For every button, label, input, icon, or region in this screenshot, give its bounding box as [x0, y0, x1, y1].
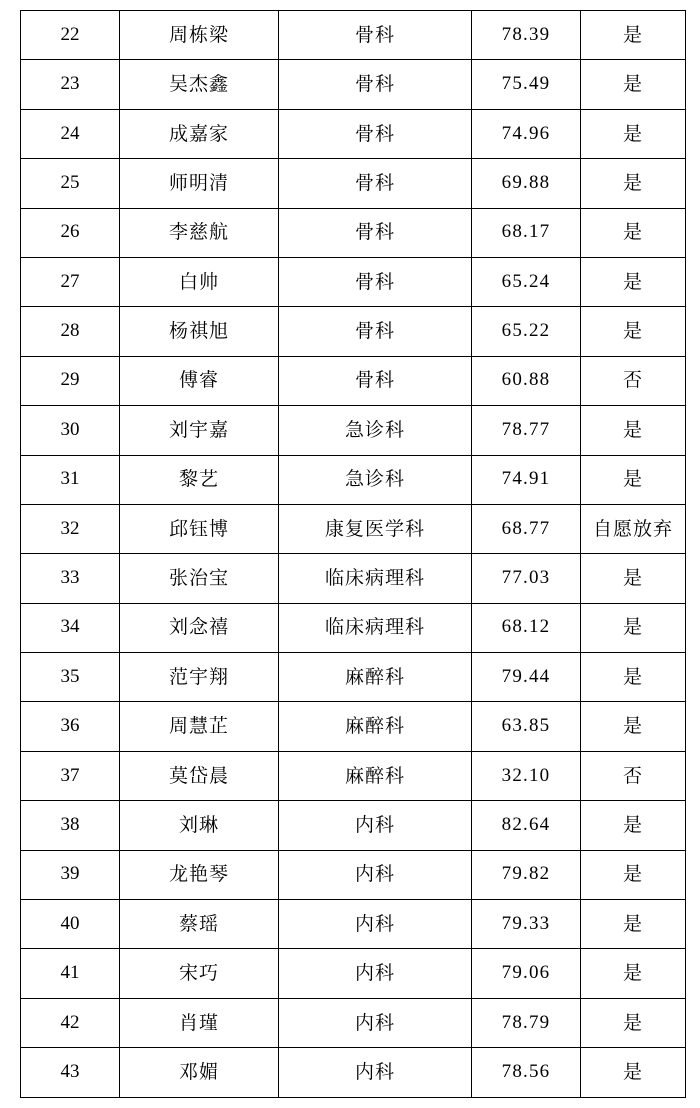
cell-department: 康复医学科 [279, 504, 472, 553]
cell-score: 77.03 [472, 554, 581, 603]
cell-name: 杨祺旭 [120, 307, 279, 356]
cell-score: 68.12 [472, 603, 581, 652]
cell-score: 75.49 [472, 60, 581, 109]
cell-index: 36 [21, 702, 120, 751]
cell-status: 是 [581, 850, 686, 899]
cell-status: 是 [581, 998, 686, 1047]
cell-index: 41 [21, 949, 120, 998]
cell-name: 李慈航 [120, 208, 279, 257]
cell-index: 40 [21, 900, 120, 949]
cell-name: 白帅 [120, 257, 279, 306]
cell-department: 急诊科 [279, 455, 472, 504]
cell-score: 65.22 [472, 307, 581, 356]
cell-index: 42 [21, 998, 120, 1047]
cell-status: 是 [581, 406, 686, 455]
table-body [21, 11, 686, 1098]
table-row [21, 11, 686, 60]
cell-department: 麻醉科 [279, 653, 472, 702]
cell-index: 30 [21, 406, 120, 455]
cell-status: 是 [581, 702, 686, 751]
table-row [21, 406, 686, 455]
cell-score: 32.10 [472, 751, 581, 800]
table-row [21, 603, 686, 652]
cell-name: 师明清 [120, 159, 279, 208]
cell-department: 骨科 [279, 11, 472, 60]
table-row [21, 653, 686, 702]
table-row [21, 1048, 686, 1097]
cell-department: 内科 [279, 949, 472, 998]
cell-status: 是 [581, 949, 686, 998]
cell-department: 骨科 [279, 356, 472, 405]
cell-department: 骨科 [279, 159, 472, 208]
cell-status: 是 [581, 60, 686, 109]
cell-score: 79.06 [472, 949, 581, 998]
cell-status: 是 [581, 603, 686, 652]
table-row [21, 208, 686, 257]
cell-index: 23 [21, 60, 120, 109]
cell-department: 内科 [279, 998, 472, 1047]
cell-score: 63.85 [472, 702, 581, 751]
cell-index: 31 [21, 455, 120, 504]
cell-status: 是 [581, 159, 686, 208]
cell-index: 29 [21, 356, 120, 405]
cell-index: 27 [21, 257, 120, 306]
cell-department: 急诊科 [279, 406, 472, 455]
table-row [21, 504, 686, 553]
cell-name: 肖瑾 [120, 998, 279, 1047]
cell-name: 邓媚 [120, 1048, 279, 1097]
cell-status: 否 [581, 751, 686, 800]
cell-score: 65.24 [472, 257, 581, 306]
cell-department: 麻醉科 [279, 702, 472, 751]
cell-status: 是 [581, 307, 686, 356]
table-row [21, 949, 686, 998]
table-row [21, 900, 686, 949]
cell-score: 78.39 [472, 11, 581, 60]
cell-score: 79.44 [472, 653, 581, 702]
table-row [21, 702, 686, 751]
table-row [21, 356, 686, 405]
cell-name: 刘琳 [120, 801, 279, 850]
candidate-score-table [20, 10, 686, 1098]
document-page [0, 10, 700, 1108]
cell-index: 28 [21, 307, 120, 356]
cell-score: 74.91 [472, 455, 581, 504]
cell-department: 骨科 [279, 257, 472, 306]
cell-department: 麻醉科 [279, 751, 472, 800]
cell-index: 25 [21, 159, 120, 208]
cell-name: 邱钰博 [120, 504, 279, 553]
cell-department: 骨科 [279, 109, 472, 158]
cell-index: 26 [21, 208, 120, 257]
cell-department: 临床病理科 [279, 554, 472, 603]
cell-department: 内科 [279, 801, 472, 850]
cell-department: 内科 [279, 1048, 472, 1097]
cell-index: 34 [21, 603, 120, 652]
cell-department: 骨科 [279, 307, 472, 356]
cell-name: 张治宝 [120, 554, 279, 603]
cell-score: 74.96 [472, 109, 581, 158]
table-row [21, 801, 686, 850]
cell-status: 是 [581, 554, 686, 603]
table-row [21, 159, 686, 208]
cell-index: 39 [21, 850, 120, 899]
cell-score: 79.82 [472, 850, 581, 899]
cell-index: 33 [21, 554, 120, 603]
cell-name: 宋巧 [120, 949, 279, 998]
table-row [21, 751, 686, 800]
cell-name: 吴杰鑫 [120, 60, 279, 109]
cell-name: 龙艳琴 [120, 850, 279, 899]
cell-name: 成嘉家 [120, 109, 279, 158]
cell-score: 82.64 [472, 801, 581, 850]
cell-department: 内科 [279, 850, 472, 899]
table-row [21, 60, 686, 109]
cell-score: 68.17 [472, 208, 581, 257]
cell-status: 是 [581, 900, 686, 949]
cell-index: 37 [21, 751, 120, 800]
cell-department: 骨科 [279, 60, 472, 109]
cell-name: 周慧芷 [120, 702, 279, 751]
cell-name: 莫岱晨 [120, 751, 279, 800]
cell-department: 内科 [279, 900, 472, 949]
cell-status: 是 [581, 208, 686, 257]
cell-status: 是 [581, 257, 686, 306]
cell-index: 22 [21, 11, 120, 60]
cell-name: 刘念禧 [120, 603, 279, 652]
cell-name: 刘宇嘉 [120, 406, 279, 455]
cell-name: 蔡瑶 [120, 900, 279, 949]
cell-department: 临床病理科 [279, 603, 472, 652]
cell-name: 周栋梁 [120, 11, 279, 60]
cell-name: 傅睿 [120, 356, 279, 405]
cell-name: 黎艺 [120, 455, 279, 504]
cell-score: 78.56 [472, 1048, 581, 1097]
cell-status: 是 [581, 653, 686, 702]
cell-index: 43 [21, 1048, 120, 1097]
table-row [21, 257, 686, 306]
cell-score: 78.77 [472, 406, 581, 455]
cell-status: 否 [581, 356, 686, 405]
cell-status: 是 [581, 455, 686, 504]
cell-index: 32 [21, 504, 120, 553]
cell-score: 69.88 [472, 159, 581, 208]
table-row [21, 455, 686, 504]
table-row [21, 998, 686, 1047]
table-row [21, 850, 686, 899]
cell-status: 是 [581, 109, 686, 158]
cell-index: 35 [21, 653, 120, 702]
table-row [21, 554, 686, 603]
cell-score: 79.33 [472, 900, 581, 949]
cell-score: 78.79 [472, 998, 581, 1047]
cell-score: 68.77 [472, 504, 581, 553]
table-row [21, 307, 686, 356]
cell-index: 24 [21, 109, 120, 158]
cell-department: 骨科 [279, 208, 472, 257]
cell-index: 38 [21, 801, 120, 850]
table-row [21, 109, 686, 158]
cell-status: 是 [581, 801, 686, 850]
cell-status: 自愿放弃 [581, 504, 686, 553]
cell-name: 范宇翔 [120, 653, 279, 702]
cell-status: 是 [581, 11, 686, 60]
cell-status: 是 [581, 1048, 686, 1097]
cell-score: 60.88 [472, 356, 581, 405]
